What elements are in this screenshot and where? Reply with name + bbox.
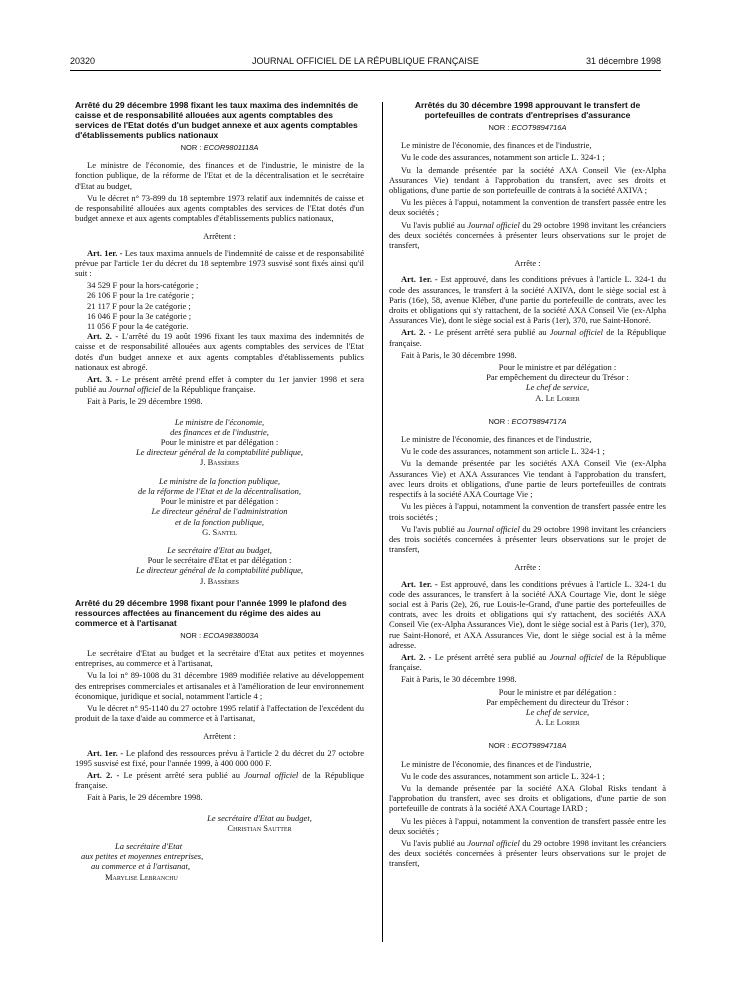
nor-code: ECOA9838003A: [203, 630, 259, 640]
nor-code: ECOR9801118A: [203, 143, 259, 152]
signatory-title: Le directeur général de la comptabilité publique,: [135, 565, 304, 576]
visa-text: Vu l'avis publié au: [401, 837, 465, 848]
signatory-name: J. Bassères: [200, 575, 239, 586]
article-text: Le présent arrêté prend effet à compter du 1er janvier 1998 et sera publié au: [75, 374, 364, 395]
decree-indemnites: [75, 100, 364, 586]
rate-item: 34 529 F pour la hors-catégorie ;: [87, 280, 199, 291]
article-label: Art. 2. -: [401, 327, 432, 338]
spacer: [75, 833, 364, 841]
signatory-title: Le secrétaire d'Etat au budget,: [207, 812, 312, 823]
article-text: Le plafond des ressources prévu à l'article 2 du décret du 27 octobre 1995 susvisé est fixé, pour l'année 1999, à 400 000 000 F.: [75, 747, 364, 768]
article-text: Le présent arrêté sera publié au: [434, 651, 547, 662]
article-3: [75, 374, 364, 394]
signatory-title: Le ministre de la fonction publique,: [158, 475, 281, 486]
visa: Vu la demande présentée par la société AXA Global Risks tendant à l'approbation du transfert, avec ses droits et obligations, d'une partie de son portefeuille de contrats à la société AXA Courtage IARD ;: [389, 782, 666, 814]
preamble: Le ministre de l'économie, des finances et de l'industrie,: [401, 140, 592, 151]
signatory-title: Le directeur général de l'administration: [151, 506, 288, 517]
rate-item: 21 117 F pour la 2e catégorie ;: [87, 300, 191, 311]
article-text-end: de la République française.: [389, 651, 667, 673]
article-1: [75, 748, 364, 768]
article-text-end: de la République française.: [75, 769, 365, 791]
rate-item: 16 046 F pour la 3e catégorie ;: [87, 310, 192, 321]
article-text: L'arrêté du 19 août 1996 fixant les taux maxima des indemnités de caisse et de responsabilité allouées aux agents comptables des services de l'Etat dotés d'un budget annexe et aux agents comptables d'établissements publics nationaux est abrogé.: [75, 331, 365, 372]
visa-text: Vu l'avis publié au: [401, 219, 465, 230]
signatory-title: La secrétaire d'Etat: [115, 840, 183, 851]
visa: [389, 524, 666, 555]
article-2: [389, 327, 666, 347]
visa: Vu le code des assurances, notamment son article L. 324-1 ;: [401, 770, 605, 781]
article-2: [75, 331, 364, 372]
article-2: [75, 770, 364, 790]
visa: [389, 220, 666, 251]
nor-reference: [75, 143, 364, 153]
article-2: [389, 652, 666, 672]
right-column: [389, 100, 666, 871]
spacer: [75, 409, 364, 417]
decrees-title: Arrêtés du 30 décembre 1998 approuvant le transfert de portefeuilles de contrats d'entreprises d'assurance: [414, 100, 641, 120]
nor-code: ECOT9894718A: [511, 741, 567, 751]
arretent-heading: Arrêtent :: [203, 231, 236, 242]
spacer: [75, 805, 364, 813]
signatory-title: des finances et de l'industrie,: [170, 426, 269, 437]
article-label: Art. 1er. -: [87, 247, 123, 258]
nor-label: NOR :: [488, 416, 510, 426]
delegation-line: Pour le ministre et par délégation :: [498, 362, 617, 373]
preamble: Le secrétaire d'Etat au budget et la secrétaire d'Etat aux petites et moyennes entreprises, au commerce et à l'artisanat,: [75, 647, 364, 669]
spacer: [389, 727, 666, 739]
article-text: Est approuvé, dans les conditions prévues à l'article L. 324-1 du code des assurances, le transfert à la société AXIVA, dont le siège social est à Paris (16e), 58, avenue Kléber, d'une partie du portefeuille de contrats, avec les droits et obligations qui s'y rattachent, de la société AXA Conseil Vie (ex-Alpha Assurances Vie), dont le siège social est à Paris (1er), 370, rue Saint-Honoré.: [389, 274, 666, 326]
article-text: Le présent arrêté sera publié au: [434, 327, 547, 338]
arrete-heading: Arrête :: [514, 258, 541, 269]
spacer: [75, 537, 364, 545]
rate-item: 26 106 F pour la 1re catégorie ;: [87, 290, 194, 301]
visa: Vu le code des assurances, notamment son article L. 324-1 ;: [401, 446, 605, 457]
spacer: [75, 468, 364, 476]
nor-reference: [389, 741, 666, 751]
visa: Vu le décret n° 95-1140 du 27 octobre 1995 relatif à l'affectation de l'excédent du produit de la taxe d'aide au commerce et à l'artisanat,: [75, 702, 364, 724]
signatory-title: Le chef de service,: [525, 706, 590, 717]
visa-text: Vu l'avis publié au: [401, 523, 465, 534]
rate-item: 11 056 F pour la 4e catégorie.: [87, 321, 189, 332]
decree-axiva: [389, 123, 666, 403]
preamble: Le ministre de l'économie, des finances et de l'industrie,: [401, 758, 592, 769]
decree-axa-courtage-vie: [389, 417, 666, 727]
article-label: Art. 3. -: [87, 374, 119, 385]
journal-title: JOURNAL OFFICIEL DE LA RÉPUBLIQUE FRANÇAISE: [252, 56, 479, 66]
journal-ref: Journal officiel: [244, 769, 299, 780]
article-text: Le présent arrêté sera publié au: [123, 769, 240, 780]
nor-label: NOR :: [180, 630, 202, 640]
article-text-end: de la République française.: [162, 384, 256, 395]
delegation-line: Pour le secrétaire d'Etat et par délégation :: [147, 555, 292, 566]
nor-code: ECOT9894717A: [511, 416, 567, 426]
article-1: [75, 248, 364, 279]
nor-label: NOR :: [488, 123, 510, 132]
decree-axa-courtage-iard: [389, 741, 666, 868]
signatory-title: aux petites et moyennes entreprises,: [81, 851, 204, 862]
article-label: Art. 2. -: [401, 651, 432, 662]
signatory-name: Marylise Lebranchu: [105, 871, 178, 882]
signatory-name: Christian Sautter: [227, 822, 292, 833]
delegation-line: Pour le ministre et par délégation :: [160, 496, 279, 507]
issue-date: 31 décembre 1998: [585, 56, 661, 66]
journal-ref: Journal officiel: [467, 219, 520, 230]
nor-label: NOR :: [180, 143, 202, 152]
journal-ref: Journal officiel: [549, 327, 604, 338]
signatory-title: de la réforme de l'Etat et de la décentralisation,: [137, 485, 302, 496]
arrete-heading: Arrête :: [514, 562, 541, 573]
fait-a-paris: Fait à Paris, le 29 décembre 1998.: [87, 396, 203, 407]
article-label: Art. 1er. -: [401, 578, 438, 589]
decree-title: Arrêté du 29 décembre 1998 fixant les taux maxima des indemnités de caisse et de responsabilité allouées aux agents comptables des services de l'Etat dotés d'un budget annexe et aux agents comptables d'établissements publics nationaux: [75, 100, 358, 140]
fait-a-paris: Fait à Paris, le 30 décembre 1998.: [401, 349, 517, 360]
delegation-line: Par empêchement du directeur du Trésor :: [486, 696, 629, 707]
arretent-heading: Arrêtent :: [203, 731, 236, 742]
visa: [389, 838, 666, 869]
nor-reference: [389, 417, 666, 427]
header-rule: [70, 70, 661, 71]
journal-ref: Journal officiel: [467, 837, 520, 848]
signatory-name: A. Le Lorier: [535, 717, 580, 728]
signatory-name: J. Bassères: [200, 457, 239, 468]
fait-a-paris: Fait à Paris, le 29 décembre 1998.: [87, 792, 203, 803]
signatory-name: A. Le Lorier: [535, 392, 580, 403]
preamble: Le ministre de l'économie, des finances et de l'industrie,: [401, 434, 592, 445]
article-text: Les taux maxima annuels de l'indemnité de caisse et de responsabilité prévue par l'article 1er du décret du 18 septembre 1973 susvisé sont fixés ainsi qu'il suit :: [75, 247, 364, 279]
signatory-title: Le chef de service,: [525, 382, 590, 393]
preamble: Le ministre de l'économie, des finances et de l'industrie, le ministre de la fonction publique, de la réforme de l'Etat et de la décentralisation et le secrétaire d'Etat au budget,: [75, 160, 364, 191]
journal-ref: Journal officiel: [108, 384, 161, 395]
article-1: [389, 579, 666, 650]
journal-ref: Journal officiel: [467, 523, 520, 534]
signatory-title: Le secrétaire d'Etat au budget,: [167, 544, 272, 555]
article-label: Art. 1er. -: [87, 747, 124, 758]
nor-label: NOR :: [488, 741, 510, 751]
visa-text-end: du 29 octobre 1998 invitant les créanciers des trois sociétés concernées à présenter leurs observations sur le projet de transfert,: [389, 523, 666, 555]
visa-text-end: du 29 octobre 1998 invitant les créanciers des deux sociétés concernées à présenter leurs observations sur le projet de transfert,: [389, 219, 666, 251]
visa: Vu la demande présentée par la société AXA Conseil Vie (ex-Alpha Assurances Vie) tendant à l'approbation du transfert, avec ses droits et obligations, d'une partie de son portefeuille de contrats à la société AXIVA ;: [389, 164, 666, 196]
signatory-title: Le directeur général de la comptabilité publique,: [135, 447, 304, 458]
signatory-title: Le ministre de l'économie,: [174, 416, 265, 427]
signatory-title: et de la fonction publique,: [175, 516, 264, 527]
spacer: [75, 586, 364, 598]
visa: Vu les pièces à l'appui, notamment la convention de transfert passée entre les trois sociétés ;: [389, 501, 666, 522]
visa: Vu le code des assurances, notamment son article L. 324-1 ;: [401, 152, 605, 163]
left-column: [75, 100, 364, 882]
nor-code: ECOT9894716A: [511, 123, 567, 132]
delegation-line: Par empêchement du directeur du Trésor :: [486, 372, 629, 383]
article-1: [389, 274, 666, 325]
visa: Vu les pièces à l'appui, notamment la convention de transfert passée entre les deux sociétés ;: [389, 815, 666, 836]
column-divider: [382, 102, 383, 942]
signatory-name: G. Santel: [202, 526, 237, 537]
article-label: Art. 1er. -: [401, 274, 438, 285]
article-label: Art. 2. -: [87, 331, 119, 342]
delegation-line: Pour le ministre et par délégation :: [160, 437, 279, 448]
visa: Vu le décret n° 73-899 du 18 septembre 1973 relatif aux indemnités de caisse et de responsabilité allouées aux agents comptables des services de l'Etat dotés d'un budget annexe et aux agents comptables d'établissements publics nationaux,: [75, 192, 364, 224]
delegation-line: Pour le ministre et par délégation :: [498, 686, 617, 697]
visa: Vu les pièces à l'appui, notamment la convention de transfert passée entre les deux sociétés ;: [389, 197, 666, 218]
visa: Vu la loi n° 89-1008 du 31 décembre 1989 modifiée relative au développement des entreprises commerciales et artisanales et à l'amélioration de leur environnement économique, juridique et social, notamment l'article 4 ;: [75, 670, 364, 701]
fait-a-paris: Fait à Paris, le 30 décembre 1998.: [401, 674, 517, 685]
spacer: [389, 403, 666, 415]
journal-ref: Journal officiel: [549, 651, 604, 662]
signatory-title: au commerce et à l'artisanat,: [91, 861, 190, 872]
article-text-end: de la République française.: [389, 327, 667, 348]
visa-text-end: du 29 octobre 1998 invitant les créanciers des deux sociétés concernées à présenter leurs observations sur le projet de transfert,: [389, 837, 666, 869]
nor-reference: [75, 631, 364, 641]
decree-title: Arrêté du 29 décembre 1998 fixant pour l'année 1999 le plafond des ressources affectées au financement du régime des aides au commerce et à l'artisanat: [75, 597, 347, 628]
nor-reference: [389, 123, 666, 133]
article-label: Art. 2. -: [87, 769, 120, 780]
article-text: Est approuvé, dans les conditions prévues à l'article L. 324-1 du code des assurances, le transfert à la société AXA Courtage Vie, dont le siège social est à Paris (2e), 26, rue Louis-le-Grand, d'une partie des portefeuilles de contrats, avec les droits et obligations qui s'y rattachent, des sociétés AXA Conseil Vie (ex-Alpha Assurances Vie), dont le siège social est à Paris (1er), 370, rue Saint-Honoré, et AXA Assurances Vie, dont le siège social est à la même adresse.: [389, 578, 666, 650]
page-number: 20320: [70, 56, 96, 66]
decree-plafond: [75, 598, 364, 882]
visa: Vu la demande présentée par les sociétés AXA Conseil Vie (ex-Alpha Assurances Vie) et AXA Assurances Vie tendant à l'approbation du transfert, avec leurs droits et obligations, d'une partie de leurs portefeuilles de contrats respectifs à la société AXA Courtage Vie ;: [389, 458, 666, 500]
